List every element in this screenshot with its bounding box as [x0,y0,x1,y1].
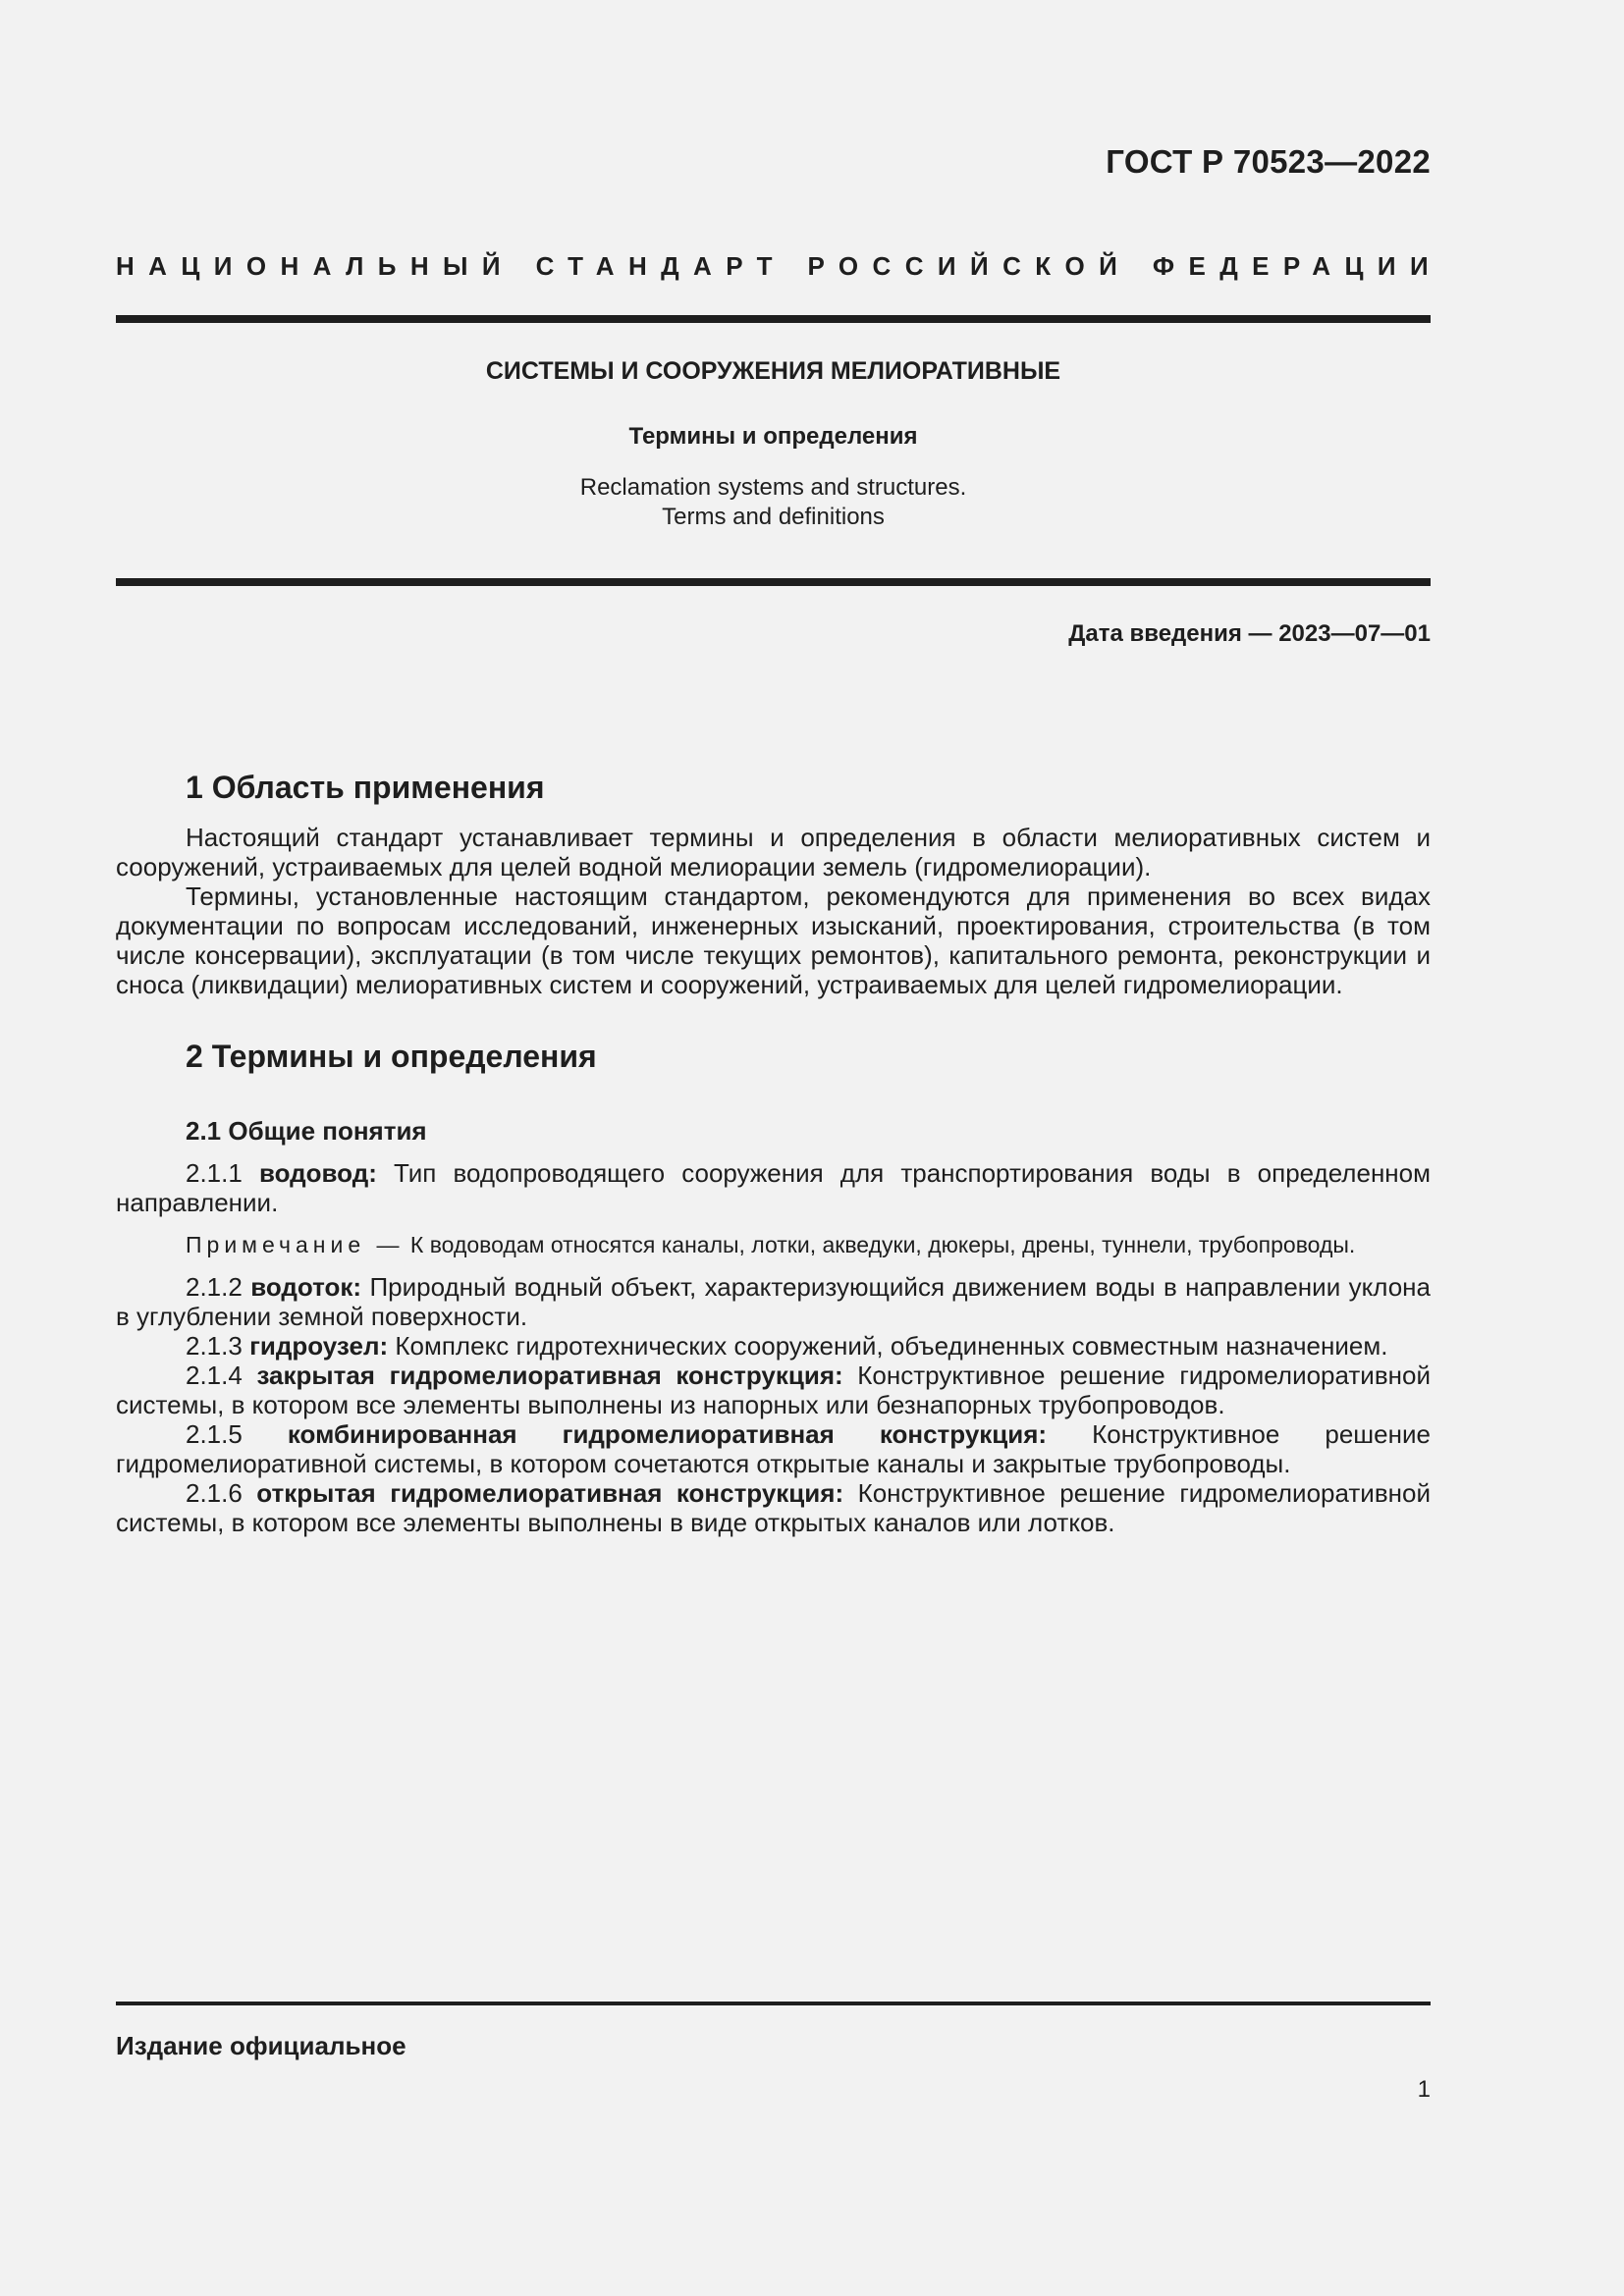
footer-divider [116,2002,1431,2005]
term-number: 2.1.6 [186,1478,243,1508]
page-number: 1 [1417,2076,1431,2103]
body-text [116,766,1431,1537]
term-name: закрытая гидромелиоративная конструкция: [256,1361,843,1390]
standard-title: СИСТЕМЫ И СООРУЖЕНИЯ МЕЛИОРАТИВНЫЕ [485,357,1061,385]
note-2-1-1 [116,1231,1431,1258]
term-2-1-3 [116,1331,1431,1361]
term-name: водоток: [250,1272,362,1302]
title-block [116,351,1431,532]
term-2-1-2 [116,1272,1431,1331]
english-title-line-1: Reclamation systems and structures. [579,474,967,501]
subsection-2-1-heading: 2.1 Общие понятия [186,1116,427,1146]
national-standard-heading: НАЦИОНАЛЬНЫЙ СТАНДАРТ РОССИЙСКОЙ ФЕДЕРАЦИИ [116,251,1443,281]
introduction-date: Дата введения — 2023—07—01 [1068,620,1431,647]
section-1-heading: 1 Область применения [186,770,545,805]
term-definition: Комплекс гидротехнических сооружений, объединенных совместным назначением. [395,1331,1388,1361]
note-label: Примечание — [186,1232,405,1257]
term-number: 2.1.4 [186,1361,243,1390]
term-definition: Природный водный объект, характеризующийся движением воды в направлении уклона в углублении земной поверхности. [116,1272,1431,1331]
section-1-paragraph-2: Термины, установленные настоящим стандартом, рекомендуются для применения во всех видах документации по вопросам исследований, инженерных изысканий, проектирования, строительства (в том числе консервации), эксплуатации (в том числе текущих ремонтов), капитального ремонта, реконструкции и сноса (ликвидации) мелиоративных систем и сооружений, устраиваемых для целей гидромелиорации. [116,881,1431,999]
term-name: комбинированная гидромелиоративная конструкция: [287,1419,1048,1449]
term-name: водовод: [258,1158,377,1188]
term-number: 2.1.3 [186,1331,243,1361]
term-2-1-4 [116,1361,1431,1419]
edition-label: Издание официальное [116,2031,406,2060]
term-definition: Конструктивное решение гидромелиоративной системы, в котором сочетаются открытые каналы и закрытые трубопроводы. [116,1419,1431,1478]
term-number: 2.1.5 [186,1419,243,1449]
top-divider [116,315,1431,323]
term-definition: Конструктивное решение гидромелиоративной системы, в котором все элементы выполнены из напорных или безнапорных трубопроводов. [116,1361,1431,1419]
section-2-heading: 2 Термины и определения [186,1039,597,1074]
term-name: открытая гидромелиоративная конструкция: [256,1478,844,1508]
term-number: 2.1.2 [186,1272,243,1302]
term-number: 2.1.1 [186,1158,243,1188]
section-1-paragraph-1: Настоящий стандарт устанавливает термины и определения в области мелиоративных систем и сооружений, устраиваемых для целей водной мелиорации земель (гидромелиорации). [116,823,1431,881]
term-2-1-5 [116,1419,1431,1478]
standard-subtitle: Термины и определения [628,423,918,450]
title-divider [116,578,1431,586]
note-text: К водоводам относятся каналы, лотки, акведуки, дюкеры, дрены, туннели, трубопроводы. [409,1232,1356,1257]
term-definition: Конструктивное решение гидромелиоративной системы, в котором все элементы выполнены в виде открытых каналов или лотков. [116,1478,1431,1537]
term-name: гидроузел: [249,1331,389,1361]
gost-number: ГОСТ Р 70523—2022 [1106,143,1431,180]
term-definition: Тип водопроводящего сооружения для транспортирования воды в определенном направлении. [116,1158,1431,1217]
term-2-1-1 [116,1158,1431,1217]
term-2-1-6 [116,1478,1431,1537]
english-title [116,473,1431,532]
english-title-line-2: Terms and definitions [662,504,885,530]
